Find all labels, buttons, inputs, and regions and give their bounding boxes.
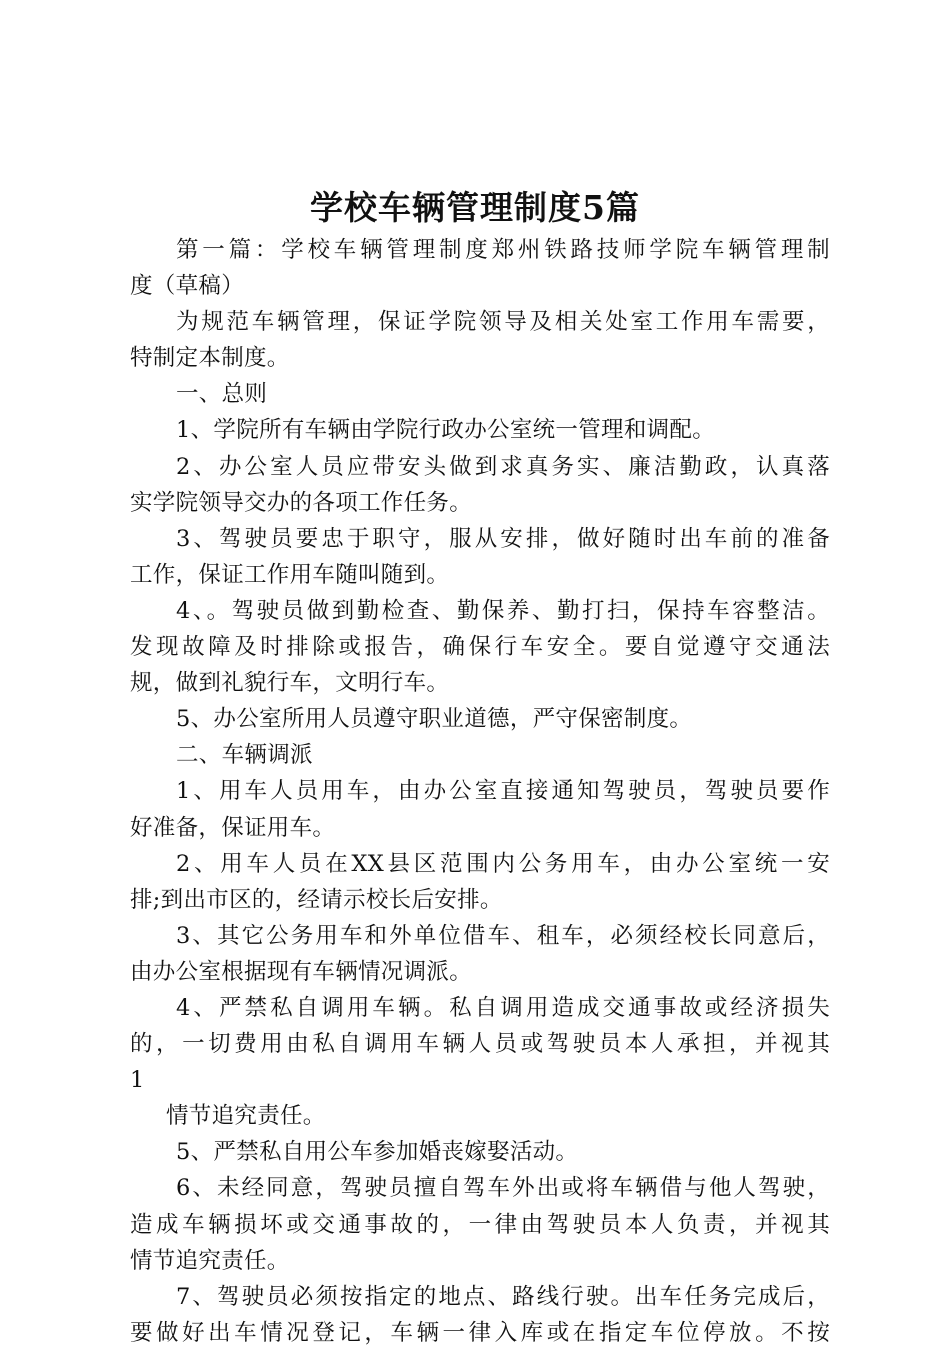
page-number: 1 (130, 1067, 145, 1094)
text-line: 5、严禁私自用公车参加婚丧嫁娶活动。 (176, 1139, 579, 1166)
text-line: 由办公室根据现有车辆情况调派。 (130, 958, 473, 985)
text-line: 3、其它公务用车和外单位借车、租车，必须经校长同意后， (176, 922, 830, 949)
text-line: 造成车辆损坏或交通事故的，一律由驾驶员本人负责，并视其 (130, 1211, 830, 1238)
text-line: 4、严禁私自调用车辆。私自调用造成交通事故或经济损失 (176, 994, 830, 1021)
text-line: 实学院领导交办的各项工作任务。 (130, 489, 473, 516)
text-line: 好准备，保证用车。 (130, 814, 336, 841)
text-line: 3、驾驶员要忠于职守，服从安排，做好随时出车前的准备 (176, 525, 830, 552)
section-heading: 一、总则 (176, 381, 268, 408)
section-heading: 二、车辆调派 (176, 742, 313, 769)
text-line: 排;到出市区的，经请示校长后安排。 (130, 886, 503, 913)
text-line: 2、办公室人员应带安头做到求真务实、廉洁勤政，认真落 (176, 453, 830, 480)
text-line: 规，做到礼貌行车，文明行车。 (130, 670, 450, 697)
text-line: 5、办公室所用人员遵守职业道德，严守保密制度。 (176, 706, 693, 733)
document-body (130, 232, 830, 1351)
text-line: 情节追究责任。 (130, 1247, 290, 1274)
text-line: 的，一切费用由私自调用车辆人员或驾驶员本人承担，并视其 (130, 1031, 830, 1058)
text-line: 7、驾驶员必须按指定的地点、路线行驶。出车任务完成后， (176, 1283, 830, 1310)
text-line: 工作，保证工作用车随叫随到。 (130, 561, 450, 588)
text-line: 情节追究责任。 (166, 1103, 326, 1130)
text-line: 要做好出车情况登记，车辆一律入库或在指定车位停放。不按 (130, 1319, 830, 1346)
text-line: 6、未经同意，驾驶员擅自驾车外出或将车辆借与他人驾驶， (176, 1175, 830, 1202)
document-title: 学校车辆管理制度5篇 (310, 188, 640, 227)
text-line: 为规范车辆管理，保证学院领导及相关处室工作用车需要， (176, 309, 830, 336)
text-line: 度（草稿） (130, 273, 245, 300)
text-line: 发现故障及时排除或报告，确保行车安全。要自觉遵守交通法 (130, 634, 830, 661)
text-line: 1、用车人员用车，由办公室直接通知驾驶员，驾驶员要作 (176, 778, 830, 805)
text-line: 第一篇：学校车辆管理制度郑州铁路技师学院车辆管理制 (176, 237, 830, 263)
text-line: 2、用车人员在XX县区范围内公务用车，由办公室统一安 (176, 850, 830, 877)
text-line: 4、。驾驶员做到勤检查、勤保养、勤打扫，保持车容整洁。 (176, 597, 830, 624)
text-line: 特制定本制度。 (130, 345, 290, 372)
text-line: 1、学院所有车辆由学院行政办公室统一管理和调配。 (176, 417, 716, 444)
